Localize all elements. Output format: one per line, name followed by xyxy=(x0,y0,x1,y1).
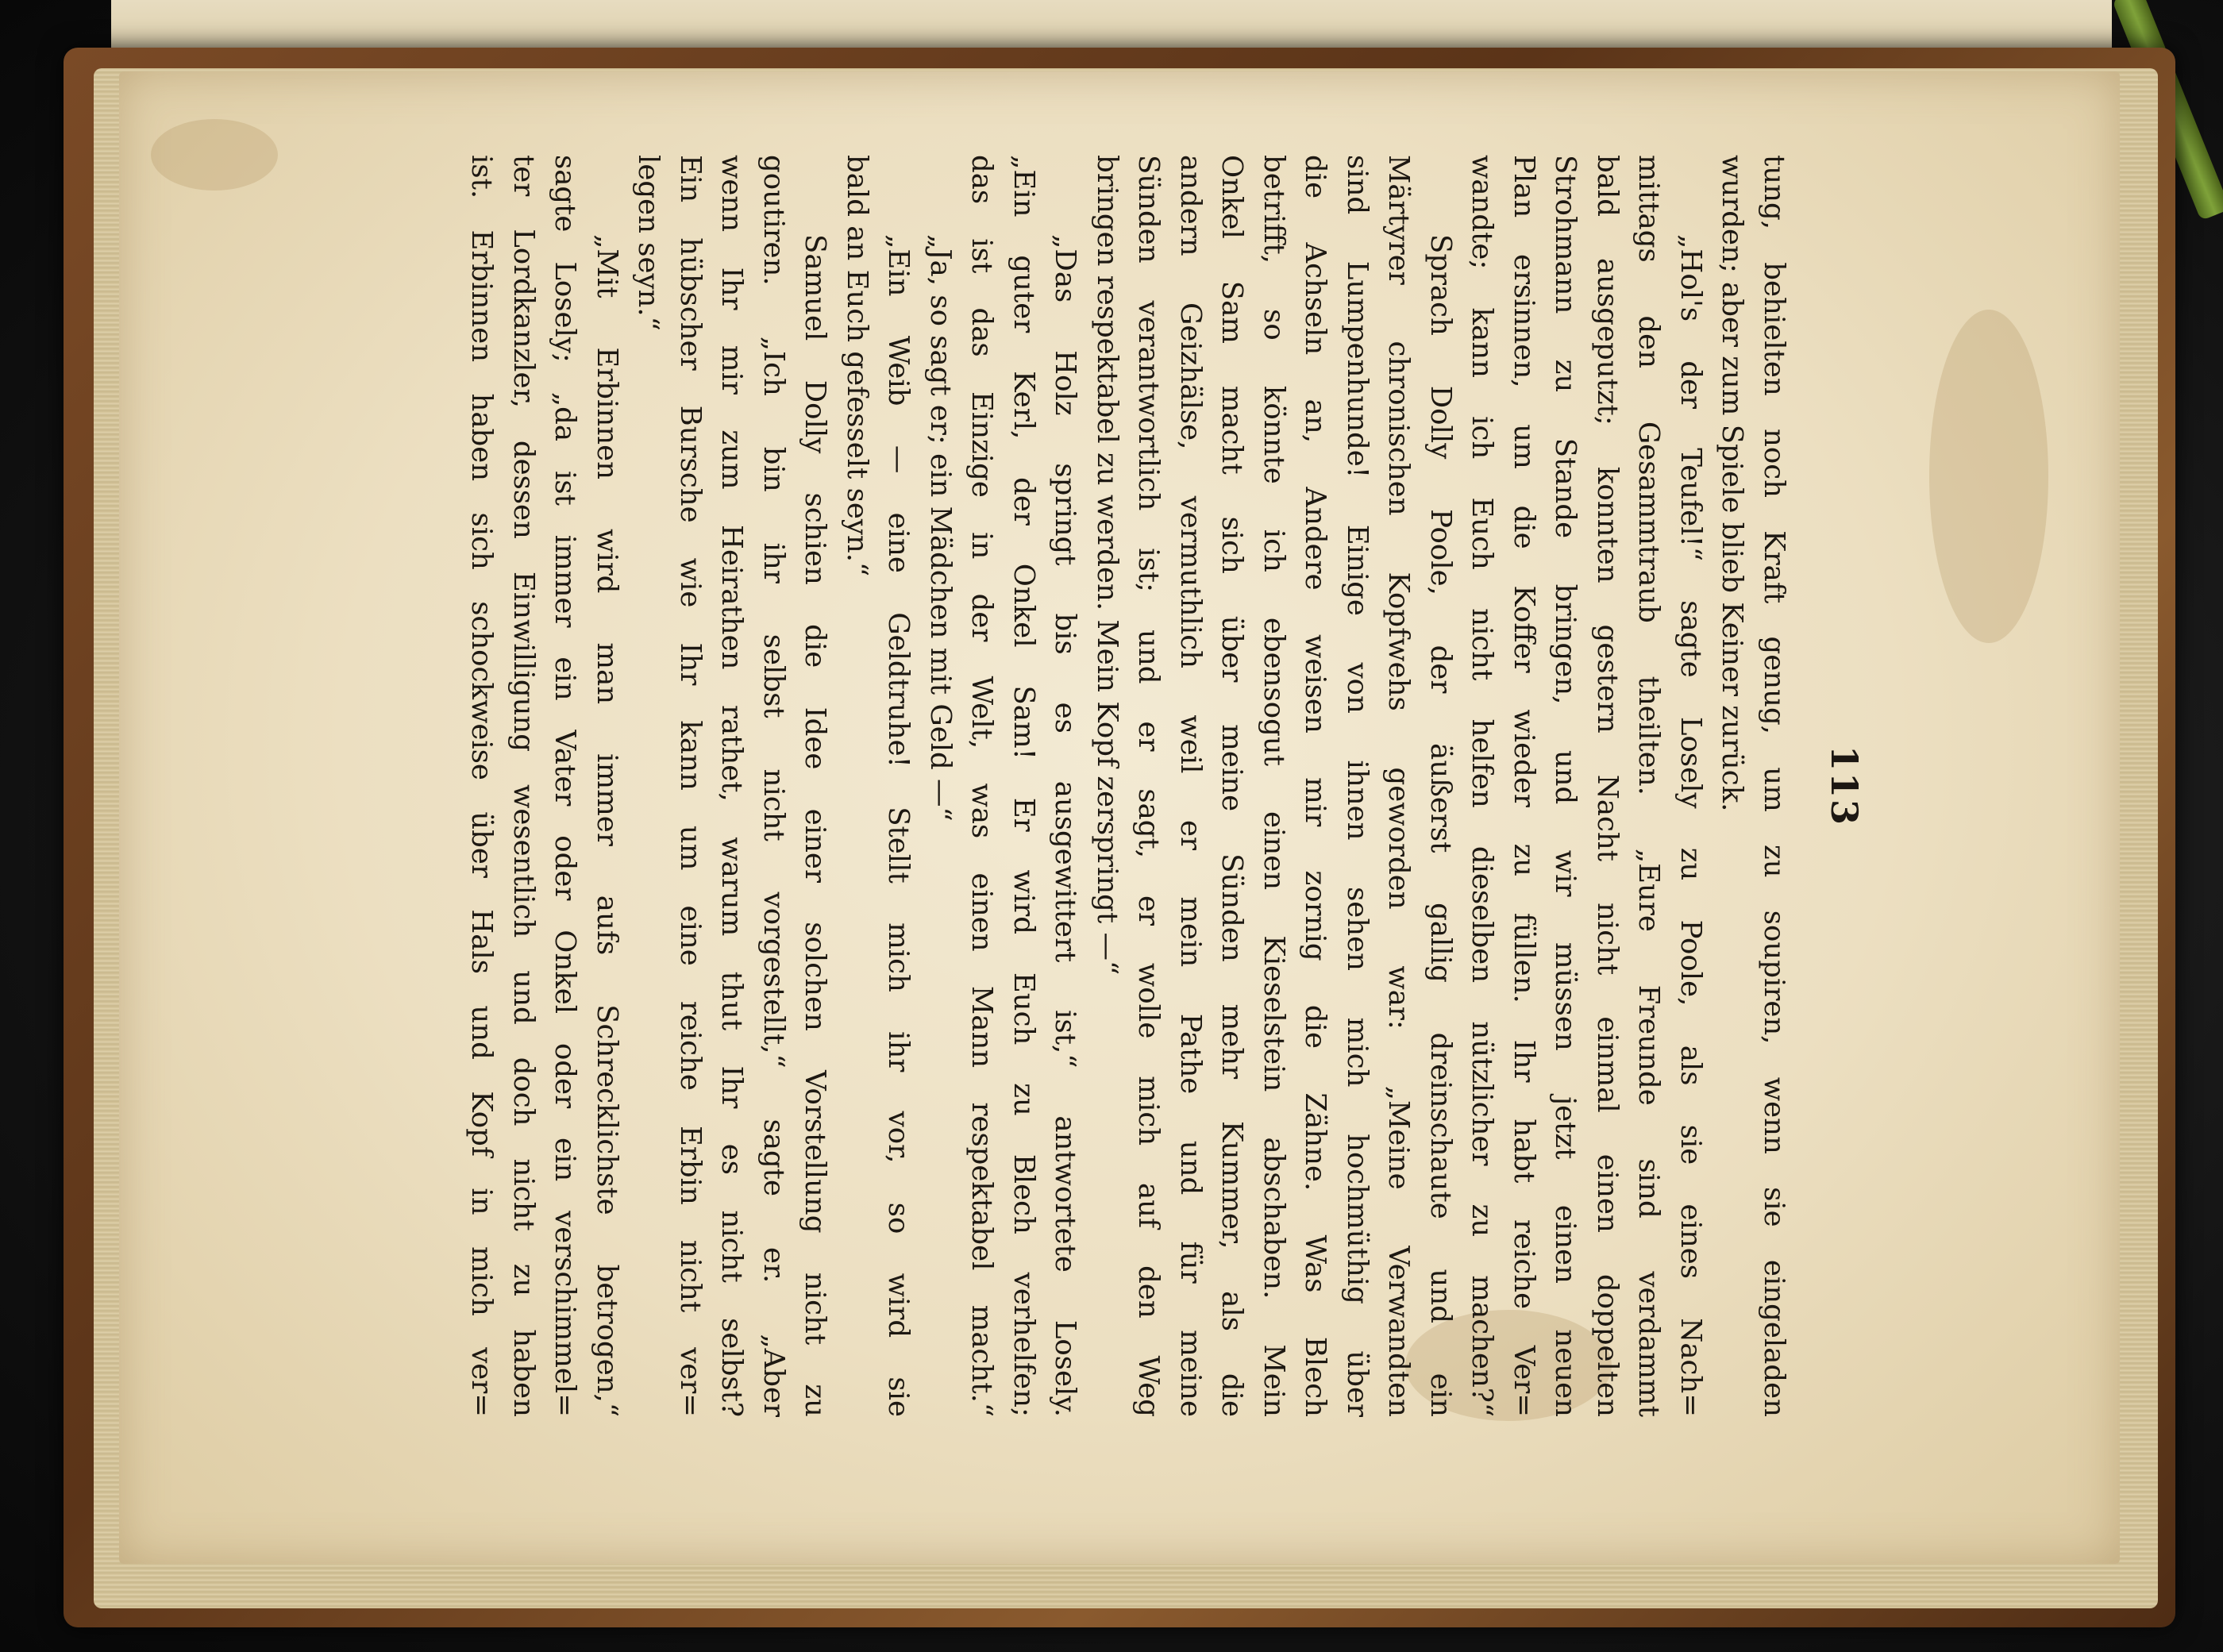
text-line: das ist das Einzige in der Welt, was einen Mann respektabel macht.“ xyxy=(965,155,999,1417)
foxing-stain xyxy=(1929,310,2048,643)
text-line: wandte; kann ich Euch nicht helfen dieselben nützlicher zu machen?“ xyxy=(1466,155,1499,1417)
text-line: Sünden verantwortlich ist; und er sagt, er wolle mich auf den Weg xyxy=(1132,155,1165,1417)
text-line: Onkel Sam macht sich über meine Sünden mehr Kummer, als die xyxy=(1216,155,1249,1417)
text-line: „Ein guter Kerl, der Onkel Sam! Er wird Euch zu Blech verhelfen; xyxy=(1007,155,1040,1417)
foxing-stain xyxy=(151,119,278,191)
text-lines xyxy=(460,155,1794,1417)
text-line: Plan ersinnen, um die Koffer wieder zu füllen. Ihr habt reiche Ver= xyxy=(1508,155,1540,1417)
text-line: wenn Ihr mir zum Heirathen rathet, warum thut Ihr es nicht selbst? xyxy=(715,155,749,1417)
text-line: „Ein Weib — eine Geldtruhe! Stellt mich ihr vor, so wird sie xyxy=(882,234,915,1417)
text-line: ist. Erbinnen haben sich schockweise über Hals und Kopf in mich ver= xyxy=(465,155,499,1417)
text-line: wurden; aber zum Spiele blieb Keiner zurück. xyxy=(1716,155,1749,812)
page-number: 113 xyxy=(1823,745,1866,827)
text-line: legen seyn.“ xyxy=(632,155,665,331)
text-line: bald ausgeputzt; konnten gestern Nacht nicht einmal einen doppelten xyxy=(1591,155,1624,1417)
page-text xyxy=(373,155,1866,1417)
text-line: tung, behielten noch Kraft genug, um zu soupiren, wenn sie eingeladen xyxy=(1758,155,1790,1417)
text-line: „Das Holz springt bis es ausgewittert ist,“ antwortete Losely. xyxy=(1049,234,1082,1417)
text-line: ter Lordkanzler, dessen Einwilligung wesentlich und doch nicht zu haben xyxy=(507,155,540,1417)
text-line: Strohmann zu Stande bringen, und wir müssen jetzt einen neuen xyxy=(1549,155,1582,1417)
text-line: Ein hübscher Bursche wie Ihr kann um eine reiche Erbin nicht ver= xyxy=(674,155,707,1417)
text-line: bringen respektabel zu werden. Mein Kopf zerspringt —“ xyxy=(1091,155,1123,976)
text-line: betrifft, so könnte ich ebensogut einen Kieselstein abschaben. Mein xyxy=(1258,155,1290,1417)
text-line: goutiren. „Ich bin ihr selbst nicht vorgestellt,“ sagte er. „Aber xyxy=(757,155,790,1417)
text-line: sind Lumpenhunde! Einige von ihnen sehen mich hochmüthig über xyxy=(1341,155,1373,1417)
text-line: Märtyrer chronischen Kopfwehs geworden war: „Meine Verwandten xyxy=(1382,155,1416,1417)
text-line: mittags den Gesammtraub theilten. „Eure Freunde sind verdammt xyxy=(1632,155,1666,1417)
text-line: „Mit Erbinnen wird man immer aufs Schrecklichste betrogen,“ xyxy=(591,234,623,1417)
text-line: sagte Losely; „da ist immer ein Vater oder Onkel oder ein verschimmel= xyxy=(549,155,582,1417)
text-frame xyxy=(373,155,1866,1417)
text-line: bald an Euch gefesselt seyn.“ xyxy=(841,155,873,577)
text-line: „Hol's der Teufel!“ sagte Losely zu Poole, als sie eines Nach= xyxy=(1674,234,1707,1417)
text-line: Sprach Dolly Poole, der äußerst gallig dreinschaute und ein xyxy=(1424,234,1457,1417)
text-line: die Achseln an, Andere weisen mir zornig die Zähne. Was Blech xyxy=(1299,155,1332,1417)
text-line: „Ja, so sagt er; ein Mädchen mit Geld —“ xyxy=(924,234,957,822)
text-line: Samuel Dolly schien die Idee einer solchen Vorstellung nicht zu xyxy=(799,234,832,1417)
text-line: andern Geizhälse, vermuthlich weil er mein Pathe und für meine xyxy=(1174,155,1207,1417)
rotated-text-block xyxy=(373,155,1866,1417)
